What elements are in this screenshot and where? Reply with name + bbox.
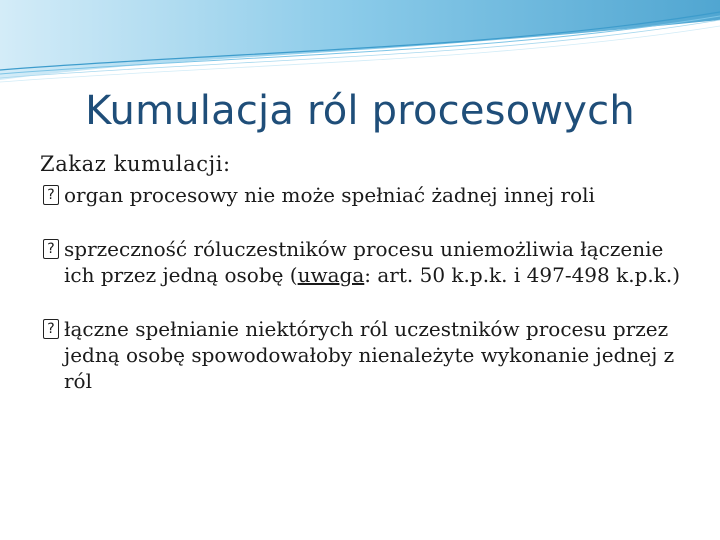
underlined-note: uwaga [297,263,365,287]
bullet-text: sprzeczność róluczestników procesu uniemożliwia łączenie ich przez jedną osobę ( [64,237,664,287]
missing-glyph-icon: ? [43,239,59,259]
section-subtitle: Zakaz kumulacji: [40,152,231,176]
bullet-item [40,182,690,208]
slide-title: Kumulacja ról procesowych [85,88,635,134]
bullet-item [40,236,690,288]
bullet-text: organ procesowy nie może spełniać żadnej innej roli [64,183,595,207]
missing-glyph-icon: ? [43,319,59,339]
bullet-text: łączne spełnianie niektórych ról uczestników procesu przez jedną osobę spowodowałoby nienależyte wykonanie jednej z ról [64,317,675,393]
bullet-item [40,316,690,394]
header-wave-decoration [0,0,720,90]
bullet-text-cont: : art. 50 k.p.k. i 497-498 k.p.k.) [364,263,681,287]
missing-glyph-icon: ? [43,185,59,205]
slide-content [40,152,690,422]
